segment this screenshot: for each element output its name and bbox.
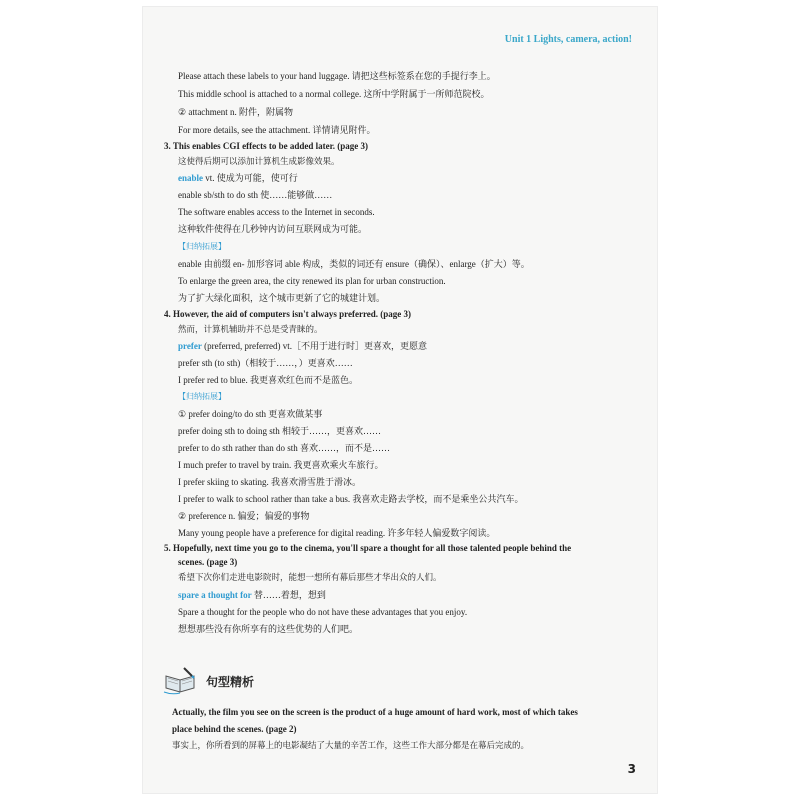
translation: 然而，计算机辅助并不总是受青睐的。 xyxy=(178,325,323,335)
point-4-heading: 4. However, the aid of computers isn't always preferred. (page 3) xyxy=(164,309,412,319)
usage-pattern: prefer doing sth to doing sth 相较于……，更喜欢…… xyxy=(178,426,381,436)
vocab-entry: ② attachment n. 附件，附属物 xyxy=(178,107,294,117)
example-sentence: Many young people have a preference for digital reading. 许多年轻人偏爱数字阅读。 xyxy=(178,528,496,538)
term-definition: vt. 使成为可能，使可行 xyxy=(203,173,298,183)
point-5-heading-cont: scenes. (page 3) xyxy=(178,557,238,567)
analysis-sentence-cont: place behind the scenes. (page 2) xyxy=(172,724,297,734)
unit-header: Unit 1 Lights, camera, action! xyxy=(504,34,632,45)
term-definition: (preferred, preferred) vt.［不用于进行时］更喜欢，更愿意 xyxy=(201,341,428,351)
section-title: 句型精析 xyxy=(206,674,255,689)
translation: 希望下次你们走进电影院时，能想一想所有幕后那些才华出众的人们。 xyxy=(178,573,442,583)
section-heading xyxy=(162,666,254,696)
term-definition: 替……着想，想到 xyxy=(251,590,326,600)
book-pen-icon xyxy=(162,666,198,696)
example-sentence: I prefer to walk to school rather than take a bus. 我喜欢走路去学校，而不是乘坐公共汽车。 xyxy=(178,494,524,504)
example-sentence: Please attach these labels to your hand luggage. 请把这些标签系在您的手提行李上。 xyxy=(178,71,496,81)
term-enable: enable xyxy=(178,173,204,183)
usage-pattern: enable sb/sth to do sth 使……能够做…… xyxy=(178,190,333,200)
translation: 想想那些没有你所享有的这些优势的人们吧。 xyxy=(178,624,359,634)
example-sentence: The software enables access to the Internet in seconds. xyxy=(178,207,375,217)
point-3-heading: 3. This enables CGI effects to be added later. (page 3) xyxy=(164,141,368,151)
example-sentence: I prefer red to blue. 我更喜欢红色而不是蓝色。 xyxy=(178,375,358,385)
vocab-entry xyxy=(178,589,326,601)
term-prefer: prefer xyxy=(178,341,202,351)
translation: 为了扩大绿化面积，这个城市更新了它的城建计划。 xyxy=(178,293,386,303)
example-sentence: I prefer skiing to skating. 我喜欢滑雪胜于滑冰。 xyxy=(178,477,361,487)
usage-pattern: ① prefer doing/to do sth 更喜欢做某事 xyxy=(178,409,323,419)
translation: 事实上，你所看到的屏幕上的电影凝结了大量的辛苦工作，这些工作大部分都是在幕后完成的。 xyxy=(172,741,530,751)
example-sentence: To enlarge the green area, the city renewed its plan for urban construction. xyxy=(178,276,446,286)
extension-tag: 【归纳拓展】 xyxy=(178,392,226,401)
example-sentence: For more details, see the attachment. 详情请见附件。 xyxy=(178,125,376,135)
analysis-sentence: Actually, the film you see on the screen is the product of a huge amount of hard work, most of which takes xyxy=(172,707,578,717)
vocab-entry xyxy=(178,172,298,184)
translation: 这使得后期可以添加计算机生成影像效果。 xyxy=(178,157,340,167)
example-sentence: I much prefer to travel by train. 我更喜欢乘火车旅行。 xyxy=(178,460,384,470)
usage-pattern: prefer sth (to sth)（相较于……，）更喜欢…… xyxy=(178,358,353,368)
point-5-heading: 5. Hopefully, next time you go to the cinema, you'll spare a thought for all those talented people behind the xyxy=(164,543,572,553)
usage-pattern: prefer to do sth rather than do sth 喜欢……，而不是…… xyxy=(178,443,390,453)
textbook-page xyxy=(142,6,658,794)
example-sentence: Spare a thought for the people who do not have these advantages that you enjoy. xyxy=(178,607,468,617)
translation: 这种软件使得在几秒钟内访问互联网成为可能。 xyxy=(178,224,368,234)
page-number: 3 xyxy=(627,762,636,776)
vocab-entry: ② preference n. 偏爱；偏爱的事物 xyxy=(178,511,310,521)
term-spare-a-thought: spare a thought for xyxy=(178,590,252,600)
extension-tag: 【归纳拓展】 xyxy=(178,242,226,251)
vocab-entry xyxy=(178,340,427,352)
example-sentence: This middle school is attached to a normal college. 这所中学附属于一所师范院校。 xyxy=(178,89,490,99)
extension-note: enable 由前缀 en- 加形容词 able 构成，类似的词还有 ensure（确保）、enlarge（扩大）等。 xyxy=(178,259,530,269)
